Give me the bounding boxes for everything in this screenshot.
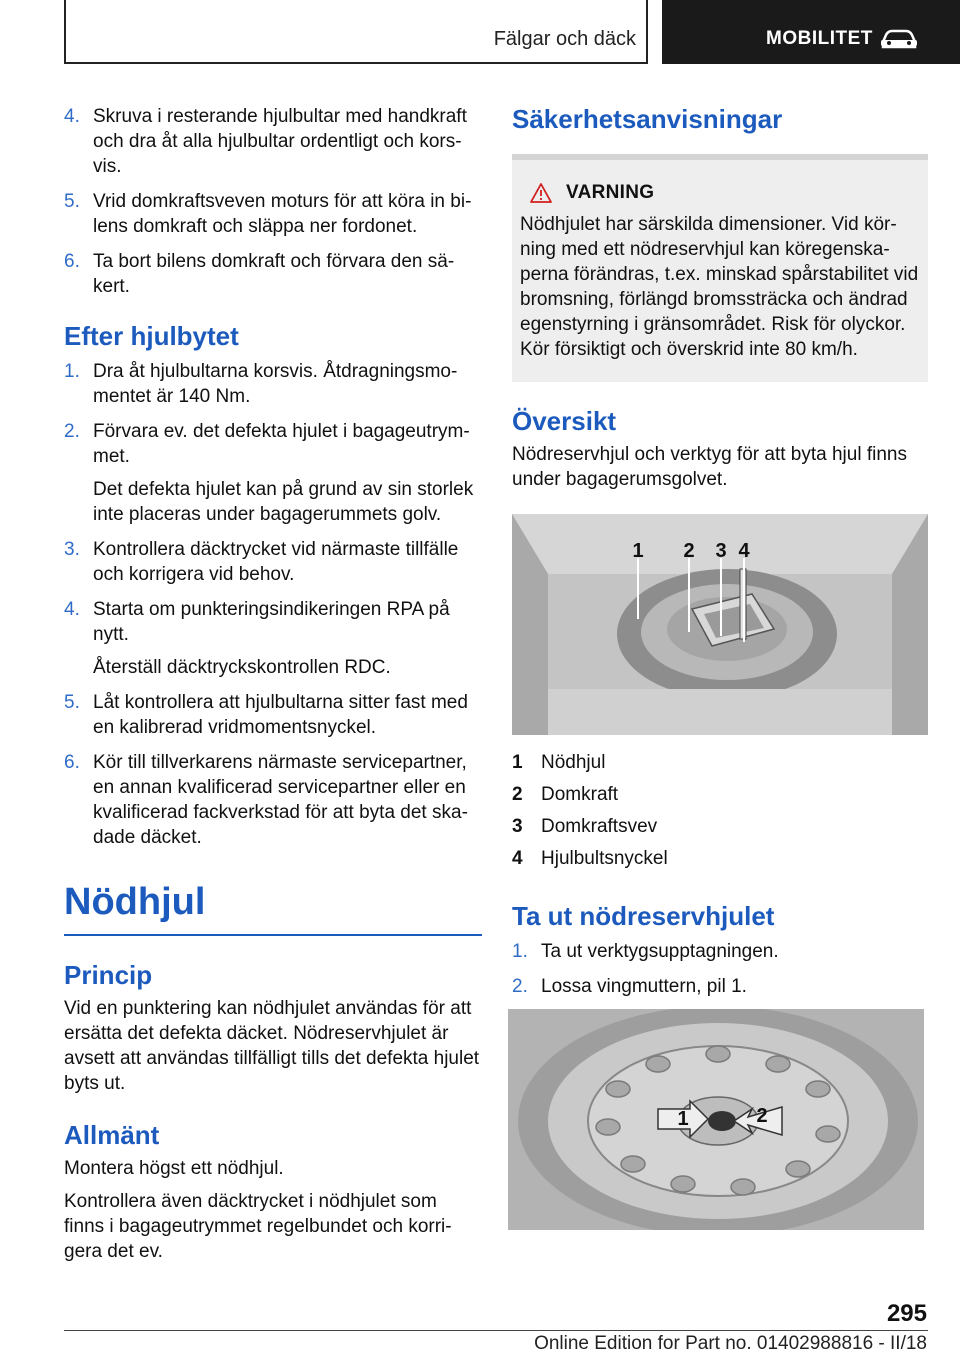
legend-item: 2 Domkraft	[512, 784, 619, 805]
oversikt-text: Nödreservhjul och verktyg för att byta hjul finns under bagagerumsgolvet.	[512, 444, 907, 490]
warning-title	[520, 182, 920, 204]
warning-triangle-icon	[530, 183, 552, 203]
list-item: 4. Skruva i resterande hjulbultar med handkraft och dra åt alla hjulbultar ordentligt och korsvis.	[64, 106, 467, 177]
list-item: 2. Lossa vingmuttern, pil 1.	[512, 976, 747, 997]
arrow-label-1: 1	[677, 1108, 689, 1130]
legend-item: 1 Nödhjul	[512, 752, 606, 773]
warning-label: VARNING	[566, 182, 655, 203]
list-item: 5. Vrid domkraftsveven moturs för att köra in bilens domkraft och släppa ner fordonet.	[64, 191, 472, 237]
callout-2: 2	[683, 540, 695, 562]
callout-3: 3	[715, 540, 727, 562]
list-item: 1. Ta ut verktygsupptagningen.	[512, 941, 779, 962]
arrow-label-2: 2	[756, 1105, 768, 1127]
right-column	[512, 104, 928, 1230]
heading-efter-hjulbytet: Efter hjulbytet	[64, 321, 239, 351]
list-item: 5. Låt kontrollera att hjulbultarna sitter fast med en kalibrerad vridmomentsnyckel.	[64, 692, 468, 738]
callout-1: 1	[632, 540, 644, 562]
warning-box	[512, 154, 928, 382]
list-item: 2. Förvara ev. det defekta hjulet i bagageutrymmet. Det defekta hjulet kan på grund av sin storlek inte placeras under bagagerummets golv.	[64, 421, 474, 525]
heading-nodhjul: Nödhjul	[64, 881, 206, 923]
allmant-text-2: Kontrollera även däcktrycket i nödhjulet som finns i bagageutrymmet regelbundet och korrigera det ev.	[64, 1191, 452, 1262]
heading-oversikt: Översikt	[512, 406, 617, 436]
princip-text: Vid en punktering kan nödhjulet användas för att ersätta det defekta däcket. Nödreservhjulet är avsett att användas tillfälligt tills det defekta hjulet byts ut.	[64, 998, 480, 1094]
heading-allmant: Allmänt	[64, 1120, 160, 1150]
page-number: 295	[886, 1300, 927, 1327]
heading-princip: Princip	[64, 960, 153, 990]
legend-item: 3 Domkraftsvev	[512, 816, 658, 837]
spare-wheel-overview-image	[512, 514, 928, 735]
allmant-text-1: Montera högst ett nödhjul.	[64, 1158, 284, 1179]
list-item: 3. Kontrollera däcktrycket vid närmaste tillfälle och korrigera vid behov.	[64, 539, 459, 585]
figure-legend	[512, 747, 928, 875]
heading-sakerhetsanvisningar: Säkerhetsanvisningar	[512, 104, 783, 134]
list-item: 6. Kör till tillverkarens närmaste servicepartner, en annan kvalificerad servicepartner eller en kvalificerad fackverkstad för att byta det skadade däcket.	[64, 752, 468, 848]
section-title: Fälgar och däck	[493, 28, 636, 50]
list-item: 4. Starta om punkteringsindikeringen RPA på nytt. Återställ däcktryckskontrollen RDC.	[64, 599, 450, 678]
steps-ta-ut	[512, 939, 928, 999]
chapter-tab[interactable]	[662, 0, 960, 64]
legend-item: 4 Hjulbultsnyckel	[512, 848, 668, 869]
steps-after	[64, 359, 482, 850]
footer-edition: Online Edition for Part no. 01402988816 - II/18	[534, 1333, 927, 1354]
heading-ta-ut: Ta ut nödreservhjulet	[512, 901, 775, 931]
warning-text: Nödhjulet har särskilda dimensioner. Vid körning med ett nödreservhjul kan köregenskaperna förändras, t.ex. minskad spårstabilitet vid bromsning, förlängd bromssträcka och ändrad egenstyrning i gränsområdet. Risk för olyckor. Kör försiktigt och överskrid inte 80 km/h.	[520, 214, 919, 360]
steps-continued	[64, 104, 482, 299]
chapter-tab-label: MOBILITET	[766, 28, 873, 49]
callout-4: 4	[738, 540, 750, 562]
left-column	[64, 104, 482, 1264]
footer-rule	[64, 1330, 928, 1331]
heading-rule	[64, 934, 482, 936]
list-item: 1. Dra åt hjulbultarna korsvis. Åtdragningsmomentet är 140 Nm.	[64, 361, 458, 407]
wing-nut-image	[508, 1009, 924, 1230]
car-icon	[880, 28, 918, 55]
list-item: 6. Ta bort bilens domkraft och förvara den säkert.	[64, 251, 455, 297]
